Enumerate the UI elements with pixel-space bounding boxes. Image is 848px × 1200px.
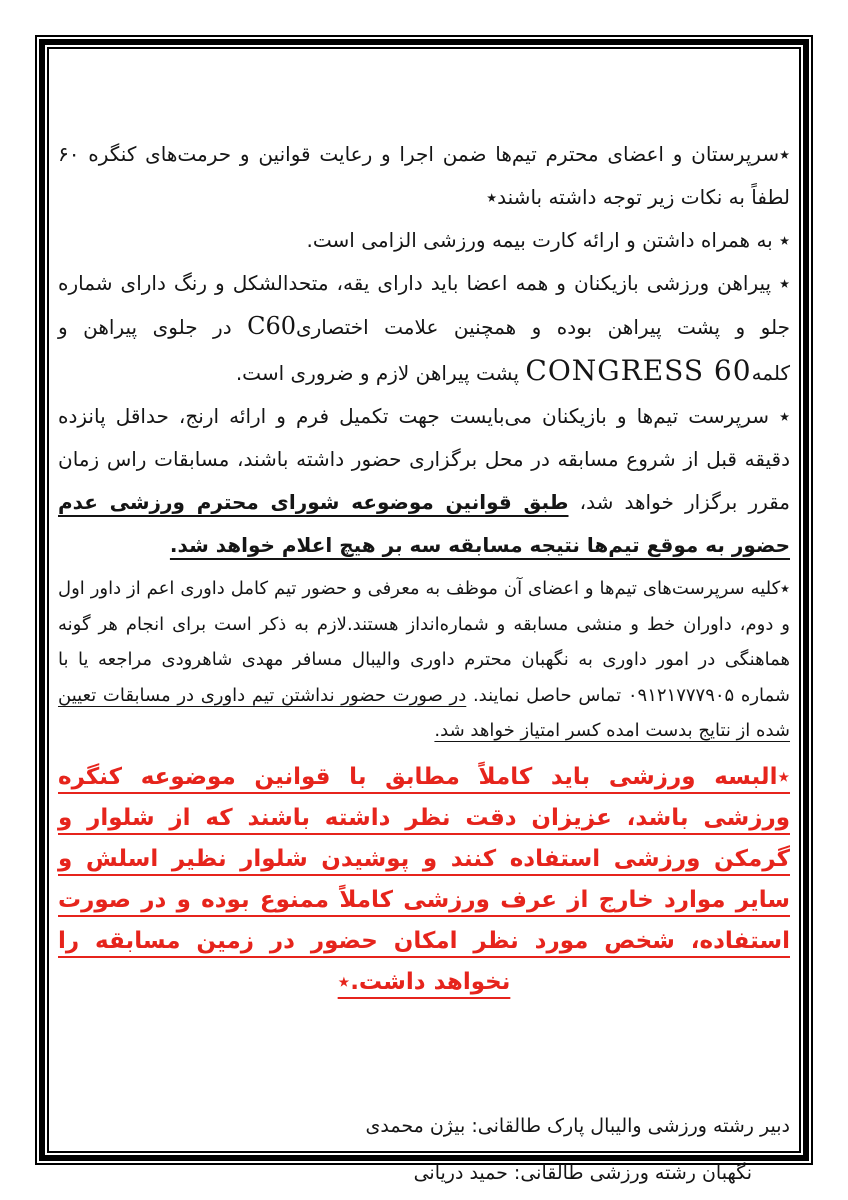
signature-block [58, 1103, 790, 1197]
dress-code-alert-paragraph [58, 757, 790, 1003]
intro-text: ٭سرپرستان و اعضای محترم تیم‌ها ضمن اجرا و رعایت قوانین و حرمت‌های کنگره ۶۰ لطفاً به نکات زیر توجه داشته باشند٭ [58, 142, 790, 209]
guardian-signature-line: نگهبان رشته ورزشی طالقانی: حمید دریانی [413, 1161, 752, 1184]
secretary-signature-line: دبیر رشته ورزشی والیبال پارک طالقانی: بیژن محمدی [365, 1114, 790, 1137]
attendance-text: ٭ سرپرست تیم‌ها و بازیکنان می‌بایست جهت تکمیل فرم و ارائه ارنج، حداقل پانزده دقیقه قبل از شروع مسابقه در محل برگزاری حضور داشته باشند، مسابقات راس زمان مقرر برگزار خواهد شد، [58, 404, 790, 514]
referee-duty-text: ٭کلیه سرپرست‌های تیم‌ها و اعضای آن موظف به معرفی و حضور تیم کامل داوری اعم از داور اول و دوم، داوران خط و منشی مسابقه و شماره‌انداز هستند.لازم به ذکر است برای انجام هر گونه هماهنگی در امور داوری به نگهبان محترم داوری والیبال مسافر مهدی شاهرودی مراجعه یا با شماره ۰۹۱۲۱۷۷۷۹۰۵ تماس حاصل نمایند. [58, 578, 790, 706]
attendance-forfeit-rule-emphasis: طبق قوانین موضوعه شورای محترم ورزشی عدم حضور به موقع تیم‌ها نتیجه مسابقه سه بر هیچ اعلام خواهد شد. [58, 490, 790, 557]
page-border-inner-line [47, 47, 801, 1184]
congress60-wordmark-text: CONGRESS 60 [525, 354, 752, 387]
referee-penalty-underlined-text: در صورت حضور نداشتن تیم داوری در مسابقات تعیین شده از نتایج بدست امده کسر امتیاز خواهد شد. [58, 684, 790, 741]
c60-abbreviation-text: C60 [247, 312, 296, 340]
insurance-text: ٭ به همراه داشتن و ارائه کارت بیمه ورزشی الزامی است. [306, 228, 790, 252]
document-content [49, 49, 799, 1197]
uniform-paragraph [58, 262, 790, 395]
intro-paragraph [58, 133, 790, 219]
uniform-text-part1: ٭ پیراهن ورزشی بازیکنان و همه اعضا باید دارای یقه، متحدالشکل و رنگ دارای شماره جلو و پشت پیراهن بوده و همچنین علامت اختصاری [58, 271, 790, 339]
page-border-thick-band [39, 39, 809, 1184]
referee-duty-paragraph [58, 571, 790, 749]
insurance-card-paragraph [58, 219, 790, 262]
page-border-frame [35, 35, 813, 1184]
attendance-paragraph [58, 395, 790, 567]
uniform-text-part2: در جلوی پیراهن و کلمه [58, 315, 790, 385]
dress-code-alert-text: ٭البسه ورزشی باید کاملاً مطابق با قوانین موضوعه کنگره ورزشی باشد، عزیزان دقت نظر داشته باشند که از شلوار و گرمکن ورزشی استفاده کنند و پوشیدن شلوار نظیر اسلش و سایر موارد خارج از عرف ورزشی کاملاً ممنوع بوده و در صورت استفاده، شخص مورد نظر امکان حضور در زمین مسابقه را نخواهد داشت.٭ [58, 763, 790, 995]
uniform-text-part3: پشت پیراهن لازم و ضروری است. [235, 361, 526, 385]
